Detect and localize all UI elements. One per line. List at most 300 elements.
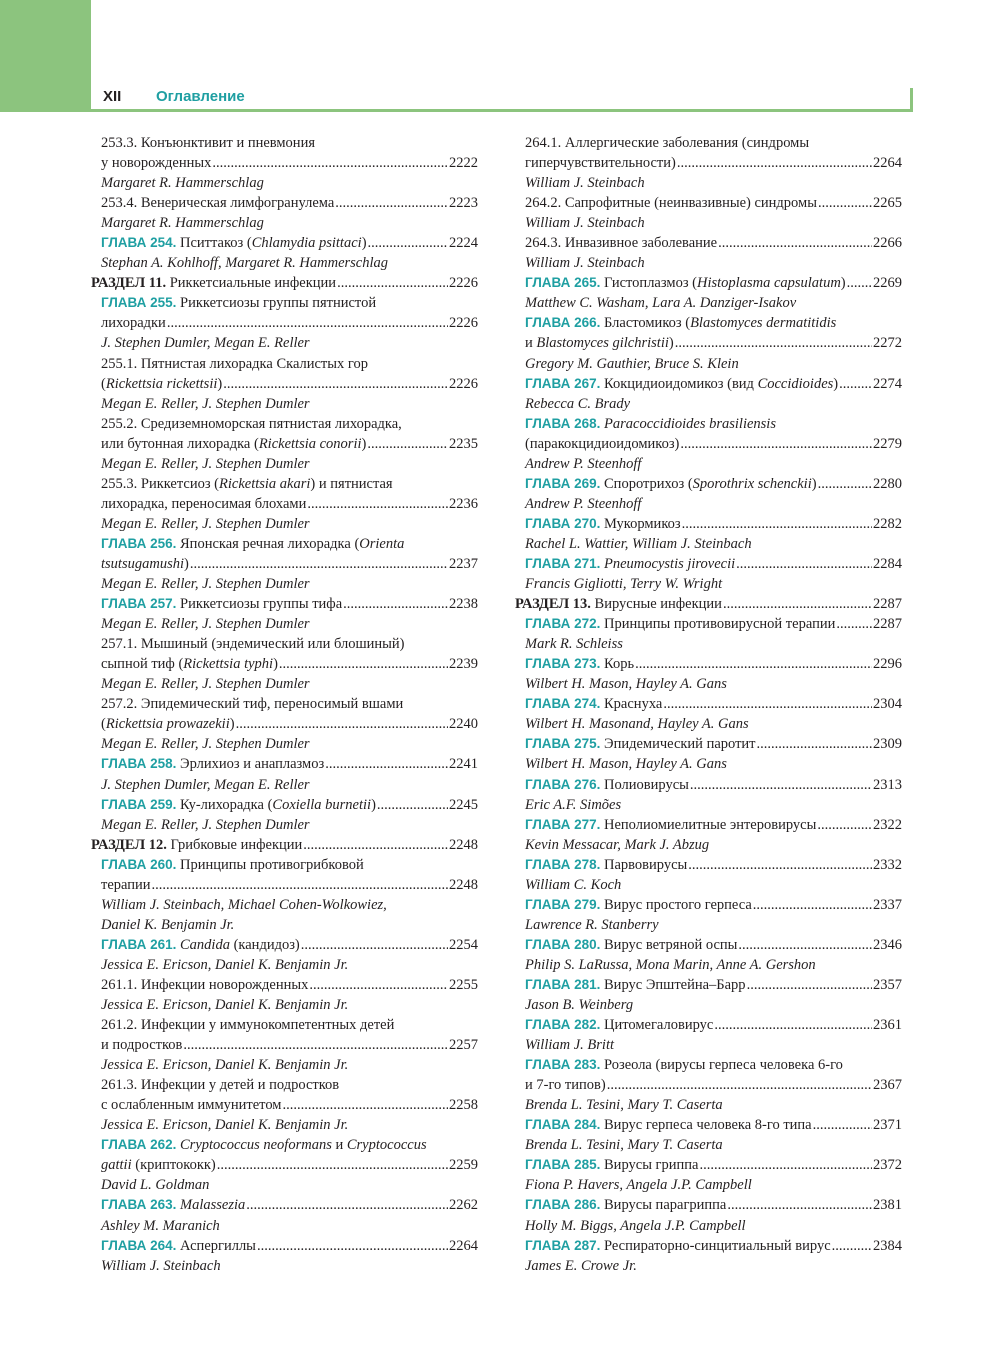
entry-text: Кокцидиоидомикоз (вид xyxy=(604,375,758,392)
entry-text: Риккетсиозы группы пятнистой xyxy=(180,295,377,312)
toc-entry[interactable] xyxy=(91,193,478,213)
toc-entry[interactable] xyxy=(515,233,902,253)
chapter-label: ГЛАВА 277. xyxy=(525,816,601,832)
toc-entry[interactable] xyxy=(515,273,902,293)
page-ref: 2280 xyxy=(873,475,902,492)
author-names: Jessica E. Ericson, Daniel K. Benjamin Jr. xyxy=(101,1057,349,1074)
entry-text: Ку-лихорадка ( xyxy=(180,796,273,813)
toc-entry[interactable] xyxy=(91,1015,478,1035)
toc-entry[interactable] xyxy=(91,233,478,253)
author-names: Stephan A. Kohlhoff, Margaret R. Hammerschlag xyxy=(101,255,389,272)
toc-entry[interactable] xyxy=(91,434,478,454)
author-names: Mark R. Schleiss xyxy=(525,636,623,653)
author-names: William J. Steinbach xyxy=(525,215,645,232)
entry-text: ( xyxy=(101,375,106,392)
toc-author-line xyxy=(515,835,902,855)
toc-entry[interactable] xyxy=(515,554,902,574)
dot-leader xyxy=(607,1075,872,1095)
entry-text: Мукормикоз xyxy=(604,515,681,532)
entry-text-tail: ) xyxy=(833,375,839,392)
toc-author-line xyxy=(515,494,902,514)
page-ref: 2346 xyxy=(873,936,902,953)
page-ref: 2284 xyxy=(873,555,902,572)
toc-entry[interactable] xyxy=(91,654,478,674)
toc-author-line xyxy=(515,1095,902,1115)
dot-leader xyxy=(817,815,872,835)
entry-text: и 7-го типов) xyxy=(525,1077,606,1094)
author-names: Rachel L. Wattier, William J. Steinbach xyxy=(525,535,752,552)
page-ref: 2254 xyxy=(449,936,478,953)
toc-entry[interactable] xyxy=(91,795,478,815)
dot-leader xyxy=(723,594,872,614)
page-ref: 2239 xyxy=(449,656,478,673)
toc-author-line xyxy=(515,534,902,554)
page-ref: 2223 xyxy=(449,195,478,212)
page-ref: 2258 xyxy=(449,1097,478,1114)
toc-entry[interactable] xyxy=(515,1075,902,1095)
toc-author-line xyxy=(515,674,902,694)
toc-entry[interactable] xyxy=(515,313,902,333)
entry-text: Принципы противовирусной терапии xyxy=(604,616,836,633)
entry-text: 255.3. Риккетсиоз ( xyxy=(101,475,220,492)
toc-author-line xyxy=(515,1175,902,1195)
latin-name: Blastomyces dermatitidis xyxy=(690,315,837,332)
header-color-block xyxy=(0,0,91,112)
toc-entry-title xyxy=(525,233,717,253)
toc-entry[interactable] xyxy=(91,153,478,173)
dot-leader xyxy=(753,895,872,915)
entry-text: с ослабленным иммунитетом xyxy=(101,1097,282,1114)
page-ref: 2381 xyxy=(873,1197,902,1214)
entry-text: Вирус простого герпеса xyxy=(604,896,752,913)
chapter-label: ГЛАВА 275. xyxy=(525,736,601,752)
entry-text: 264.2. Сапрофитные (неинвазивные) синдромы xyxy=(525,195,817,212)
latin-name: Histoplasma capsulatum xyxy=(697,275,841,292)
toc-entry[interactable] xyxy=(515,333,902,353)
toc-entry[interactable] xyxy=(515,1115,902,1135)
author-names: Wilbert H. Mason, Hayley A. Gans xyxy=(525,676,727,693)
toc-author-line xyxy=(91,734,478,754)
chapter-label: ГЛАВА 262. xyxy=(101,1137,177,1153)
toc-entry-title xyxy=(525,273,846,293)
chapter-label: ГЛАВА 263. xyxy=(101,1197,177,1213)
entry-text: и подростков xyxy=(101,1037,183,1054)
author-names: Eric A.F. Simões xyxy=(525,796,622,813)
toc-entry-title xyxy=(525,654,634,674)
latin-name: Rickettsia akari xyxy=(219,475,311,492)
author-names: J. Stephen Dumler, Megan E. Reller xyxy=(101,335,310,352)
chapter-label: ГЛАВА 279. xyxy=(525,896,601,912)
toc-entry[interactable] xyxy=(91,1095,478,1115)
toc-entry[interactable] xyxy=(515,133,902,153)
page-number: XII xyxy=(103,88,122,105)
dot-leader xyxy=(813,1115,872,1135)
toc-entry[interactable] xyxy=(91,133,478,153)
toc-entry[interactable] xyxy=(91,1236,478,1256)
toc-author-line xyxy=(515,795,902,815)
toc-entry-title xyxy=(101,295,376,311)
toc-entry[interactable] xyxy=(91,554,478,574)
toc-entry-title xyxy=(101,135,315,151)
toc-entry-title xyxy=(525,434,679,454)
dot-leader xyxy=(727,1195,872,1215)
toc-entry-title xyxy=(525,135,809,151)
page-ref: 2269 xyxy=(873,275,902,292)
author-names: Gregory M. Gauthier, Bruce S. Klein xyxy=(525,355,739,372)
entry-text: 264.1. Аллергические заболевания (синдромы xyxy=(525,135,810,151)
toc-entry-title xyxy=(101,1035,182,1055)
latin-name: Paracoccidioides brasiliensis xyxy=(604,415,776,432)
toc-entry-title xyxy=(525,514,681,534)
toc-entry[interactable] xyxy=(515,775,902,795)
author-names: James E. Crowe Jr. xyxy=(525,1257,637,1274)
toc-entry[interactable] xyxy=(91,534,478,554)
toc-entry-title xyxy=(525,315,836,331)
entry-text-tail: (криптококк) xyxy=(131,1157,216,1174)
page-ref: 2222 xyxy=(449,155,478,172)
toc-entry[interactable] xyxy=(91,714,478,734)
toc-entry[interactable] xyxy=(91,975,478,995)
chapter-label: ГЛАВА 286. xyxy=(525,1197,601,1213)
toc-entry[interactable] xyxy=(515,975,902,995)
toc-entry[interactable] xyxy=(515,855,902,875)
toc-entry[interactable] xyxy=(515,694,902,714)
toc-entry-title xyxy=(101,654,278,674)
entry-text: Вирус Эпштейна–Барр xyxy=(604,976,746,993)
toc-entry-title xyxy=(525,855,687,875)
page-ref: 2264 xyxy=(449,1237,478,1254)
latin-name: Cryptococcus neoformans xyxy=(180,1137,332,1154)
entry-text: 255.1. Пятнистая лихорадка Скалистых гор xyxy=(101,355,368,372)
dot-leader xyxy=(839,374,872,394)
toc-entry[interactable] xyxy=(91,313,478,333)
section-label: РАЗДЕЛ 11. xyxy=(91,275,167,292)
entry-text-tail: ) xyxy=(668,335,674,352)
toc-entry-title xyxy=(101,1137,427,1153)
toc-entry-title xyxy=(525,935,737,955)
dot-leader xyxy=(832,1236,872,1256)
toc-entry[interactable] xyxy=(515,1155,902,1175)
dot-leader xyxy=(282,1095,448,1115)
toc-author-line xyxy=(91,895,478,915)
entry-text-tail: ) xyxy=(840,275,846,292)
chapter-label: ГЛАВА 256. xyxy=(101,535,177,551)
toc-entry-title xyxy=(525,1057,843,1073)
author-names: Margaret R. Hammerschlag xyxy=(101,215,264,232)
dot-leader xyxy=(335,193,448,213)
author-names: Megan E. Reller, J. Stephen Dumler xyxy=(101,515,310,532)
entry-text: Японская речная лихорадка ( xyxy=(180,535,360,552)
toc-entry[interactable] xyxy=(91,354,478,374)
dot-leader xyxy=(738,935,872,955)
dot-leader xyxy=(217,1155,448,1175)
toc-entry-title xyxy=(101,795,376,815)
toc-entry[interactable] xyxy=(515,1236,902,1256)
toc-entry[interactable] xyxy=(515,1055,902,1075)
author-names: Megan E. Reller, J. Stephen Dumler xyxy=(101,395,310,412)
entry-text-tail: ) xyxy=(229,716,235,733)
entry-text: гиперчувствительности) xyxy=(525,155,676,172)
entry-text: Риккетсиальные инфекции xyxy=(169,275,337,292)
toc-entry-title xyxy=(101,416,402,432)
toc-author-line xyxy=(515,955,902,975)
dot-leader xyxy=(682,514,872,534)
toc-entry-title xyxy=(101,153,211,173)
toc-entry[interactable] xyxy=(91,494,478,514)
latin-name: Malassezia xyxy=(180,1197,246,1214)
toc-author-line xyxy=(515,213,902,233)
entry-text-tail: ) xyxy=(184,555,189,572)
chapter-label: ГЛАВА 280. xyxy=(525,936,601,952)
chapter-label: ГЛАВА 281. xyxy=(525,976,601,992)
toc-author-line xyxy=(91,674,478,694)
dot-leader xyxy=(279,654,448,674)
toc-entry[interactable] xyxy=(91,855,478,875)
dot-leader xyxy=(257,1236,448,1256)
author-names: Margaret R. Hammerschlag xyxy=(101,175,264,192)
page-ref: 2322 xyxy=(873,816,902,833)
page-ref: 2237 xyxy=(449,555,478,572)
latin-name: Rickettsia conorii xyxy=(258,435,362,452)
toc-entry-title xyxy=(525,416,776,432)
page-ref: 2248 xyxy=(449,876,478,893)
toc-author-line xyxy=(91,1216,478,1236)
toc-entry[interactable] xyxy=(515,474,902,494)
dot-leader xyxy=(307,494,448,514)
toc-left-column xyxy=(91,133,478,1276)
entry-text: Краснуха xyxy=(604,696,663,713)
toc-entry-title xyxy=(101,494,306,514)
toc-entry[interactable] xyxy=(515,654,902,674)
toc-entry-title xyxy=(101,434,366,454)
toc-entry-title xyxy=(525,775,689,795)
author-names: Megan E. Reller, J. Stephen Dumler xyxy=(101,455,310,472)
dot-leader xyxy=(236,714,448,734)
page-ref: 2304 xyxy=(873,696,902,713)
page-ref: 2240 xyxy=(449,716,478,733)
author-names: Lawrence R. Stanberry xyxy=(525,916,659,933)
chapter-label: ГЛАВА 282. xyxy=(525,1017,601,1033)
toc-entry-title xyxy=(101,374,222,394)
toc-entry[interactable] xyxy=(515,414,902,434)
toc-entry[interactable] xyxy=(515,514,902,534)
toc-entry[interactable] xyxy=(515,815,902,835)
toc-entry-title xyxy=(525,815,816,835)
toc-entry[interactable] xyxy=(91,293,478,313)
running-title: Оглавление xyxy=(156,88,245,105)
author-names: Brenda L. Tesini, Mary T. Caserta xyxy=(525,1097,723,1114)
author-names: Wilbert H. Masonand, Hayley A. Gans xyxy=(525,716,749,733)
page-ref: 2337 xyxy=(873,896,902,913)
toc-entry[interactable] xyxy=(515,614,902,634)
entry-text: Неполиомиелитные энтеровирусы xyxy=(604,816,817,833)
page-ref: 2282 xyxy=(873,515,902,532)
toc-author-line xyxy=(515,293,902,313)
author-names: Fiona P. Havers, Angela J.P. Campbell xyxy=(525,1177,752,1194)
toc-entry-title xyxy=(101,636,405,652)
latin-name: Coccidioides xyxy=(757,375,834,392)
chapter-label: ГЛАВА 276. xyxy=(525,776,601,792)
author-names: J. Stephen Dumler, Megan E. Reller xyxy=(101,776,310,793)
header-rule xyxy=(91,109,913,112)
toc-entry[interactable] xyxy=(91,1035,478,1055)
toc-entry[interactable] xyxy=(515,895,902,915)
latin-name: Pneumocystis jirovecii xyxy=(604,555,736,572)
section-label: РАЗДЕЛ 13. xyxy=(515,596,591,613)
toc-entry[interactable] xyxy=(91,374,478,394)
page-ref: 2235 xyxy=(449,435,478,452)
latin-name: Candida xyxy=(180,936,230,953)
dot-leader xyxy=(699,1155,872,1175)
chapter-label: ГЛАВА 259. xyxy=(101,796,177,812)
author-names: Holly M. Biggs, Angela J.P. Campbell xyxy=(525,1217,746,1234)
chapter-label: ГЛАВА 265. xyxy=(525,275,601,291)
author-names: William J. Steinbach xyxy=(525,255,645,272)
toc-author-line xyxy=(515,253,902,273)
toc-author-line xyxy=(91,333,478,353)
dot-leader xyxy=(635,654,872,674)
chapter-label: ГЛАВА 272. xyxy=(525,616,601,632)
page-ref: 2226 xyxy=(449,275,478,292)
toc-entry-title xyxy=(101,875,151,895)
toc-entry-title xyxy=(101,975,308,995)
toc-author-line xyxy=(91,394,478,414)
dot-leader xyxy=(747,975,872,995)
entry-text: у новорожденных xyxy=(101,155,212,172)
dot-leader xyxy=(223,374,448,394)
entry-text: 257.2. Эпидемический тиф, переносимый вшами xyxy=(101,696,404,713)
toc-entry-title xyxy=(525,193,817,213)
page-ref: 2279 xyxy=(873,435,902,452)
author-names: William J. Steinbach xyxy=(525,175,645,192)
latin-name: Orienta xyxy=(359,535,405,552)
dot-leader xyxy=(663,694,872,714)
toc-entry[interactable] xyxy=(91,474,478,494)
page-ref: 2262 xyxy=(449,1197,478,1214)
toc-entry[interactable] xyxy=(91,1135,478,1155)
toc-entry[interactable] xyxy=(91,1075,478,1095)
author-names: William J. Britt xyxy=(525,1037,615,1054)
toc-entry[interactable] xyxy=(91,414,478,434)
toc-entry[interactable] xyxy=(91,1155,478,1175)
toc-author-line xyxy=(91,1256,478,1276)
toc-entry-title xyxy=(525,895,752,915)
author-names: Jason B. Weinberg xyxy=(525,997,634,1014)
toc-entry-title xyxy=(525,474,817,494)
author-names: Jessica E. Ericson, Daniel K. Benjamin Jr. xyxy=(101,956,349,973)
author-names: Rebecca C. Brady xyxy=(525,395,631,412)
toc-author-line xyxy=(515,394,902,414)
toc-entry[interactable] xyxy=(515,434,902,454)
page-ref: 2274 xyxy=(873,375,902,392)
toc-entry-title xyxy=(101,554,189,574)
entry-text: 253.3. Конъюнктивит и пневмония xyxy=(101,135,315,151)
page-ref: 2236 xyxy=(449,495,478,512)
page-ref: 2287 xyxy=(873,596,902,613)
author-names: Megan E. Reller, J. Stephen Dumler xyxy=(101,736,310,753)
toc-entry[interactable] xyxy=(515,594,902,614)
toc-author-line xyxy=(515,995,902,1015)
toc-entry[interactable] xyxy=(515,193,902,213)
dot-leader xyxy=(714,1015,872,1035)
toc-entry[interactable] xyxy=(91,875,478,895)
toc-entry[interactable] xyxy=(91,273,478,293)
dot-leader xyxy=(847,273,872,293)
toc-entry[interactable] xyxy=(91,634,478,654)
dot-leader xyxy=(836,614,872,634)
toc-entry-title xyxy=(101,754,324,774)
toc-author-line xyxy=(91,1175,478,1195)
toc-entry[interactable] xyxy=(515,1195,902,1215)
toc-entry-title xyxy=(525,1075,606,1095)
chapter-label: ГЛАВА 287. xyxy=(525,1237,601,1253)
page-ref: 2255 xyxy=(449,976,478,993)
page-ref: 2238 xyxy=(449,596,478,613)
toc-entry[interactable] xyxy=(515,374,902,394)
toc-author-line xyxy=(91,775,478,795)
dot-leader xyxy=(343,594,448,614)
toc-entry-title xyxy=(91,835,302,855)
dot-leader xyxy=(736,554,872,574)
page-ref: 2313 xyxy=(873,776,902,793)
toc-entry-title xyxy=(525,975,746,995)
toc-entry-title xyxy=(101,935,300,955)
author-names: Jessica E. Ericson, Daniel K. Benjamin Jr. xyxy=(101,1117,349,1134)
page-ref: 2245 xyxy=(449,796,478,813)
page-ref: 2371 xyxy=(873,1117,902,1134)
chapter-label: ГЛАВА 284. xyxy=(525,1117,601,1133)
chapter-label: ГЛАВА 258. xyxy=(101,756,177,772)
toc-entry[interactable] xyxy=(91,1195,478,1215)
entry-text: Респираторно-синцитиальный вирус xyxy=(604,1237,831,1254)
page-ref: 2226 xyxy=(449,315,478,332)
page-ref: 2265 xyxy=(873,195,902,212)
latin-name: Sporothrix schenckii xyxy=(692,475,812,492)
toc-entry[interactable] xyxy=(91,754,478,774)
toc-entry-title xyxy=(101,476,393,492)
toc-entry[interactable] xyxy=(515,153,902,173)
toc-author-line xyxy=(91,213,478,233)
toc-entry[interactable] xyxy=(91,594,478,614)
toc-author-line xyxy=(91,915,478,935)
latin-name: Rickettsia prowazekii xyxy=(105,716,230,733)
entry-text: лихорадки xyxy=(101,315,166,332)
toc-entry-title xyxy=(101,1017,394,1033)
toc-author-line xyxy=(515,754,902,774)
chapter-label: ГЛАВА 270. xyxy=(525,515,601,531)
toc-entry[interactable] xyxy=(91,835,478,855)
toc-author-line xyxy=(515,875,902,895)
toc-entry[interactable] xyxy=(515,1015,902,1035)
author-names: Andrew P. Steenhoff xyxy=(525,495,642,512)
toc-entry[interactable] xyxy=(515,734,902,754)
entry-text: сыпной тиф ( xyxy=(101,656,184,673)
dot-leader xyxy=(367,434,448,454)
entry-text: Цитомегаловирус xyxy=(604,1017,714,1034)
author-names: William J. Steinbach xyxy=(101,1257,221,1274)
toc-entry[interactable] xyxy=(91,694,478,714)
dot-leader xyxy=(337,273,448,293)
chapter-label: ГЛАВА 268. xyxy=(525,415,601,431)
toc-entry[interactable] xyxy=(91,935,478,955)
toc-author-line xyxy=(91,454,478,474)
author-names: William C. Koch xyxy=(525,876,622,893)
toc-entry[interactable] xyxy=(515,935,902,955)
dot-leader xyxy=(212,153,448,173)
entry-text: Гистоплазмоз ( xyxy=(604,275,697,292)
toc-author-line xyxy=(515,634,902,654)
toc-entry-title xyxy=(101,714,235,734)
